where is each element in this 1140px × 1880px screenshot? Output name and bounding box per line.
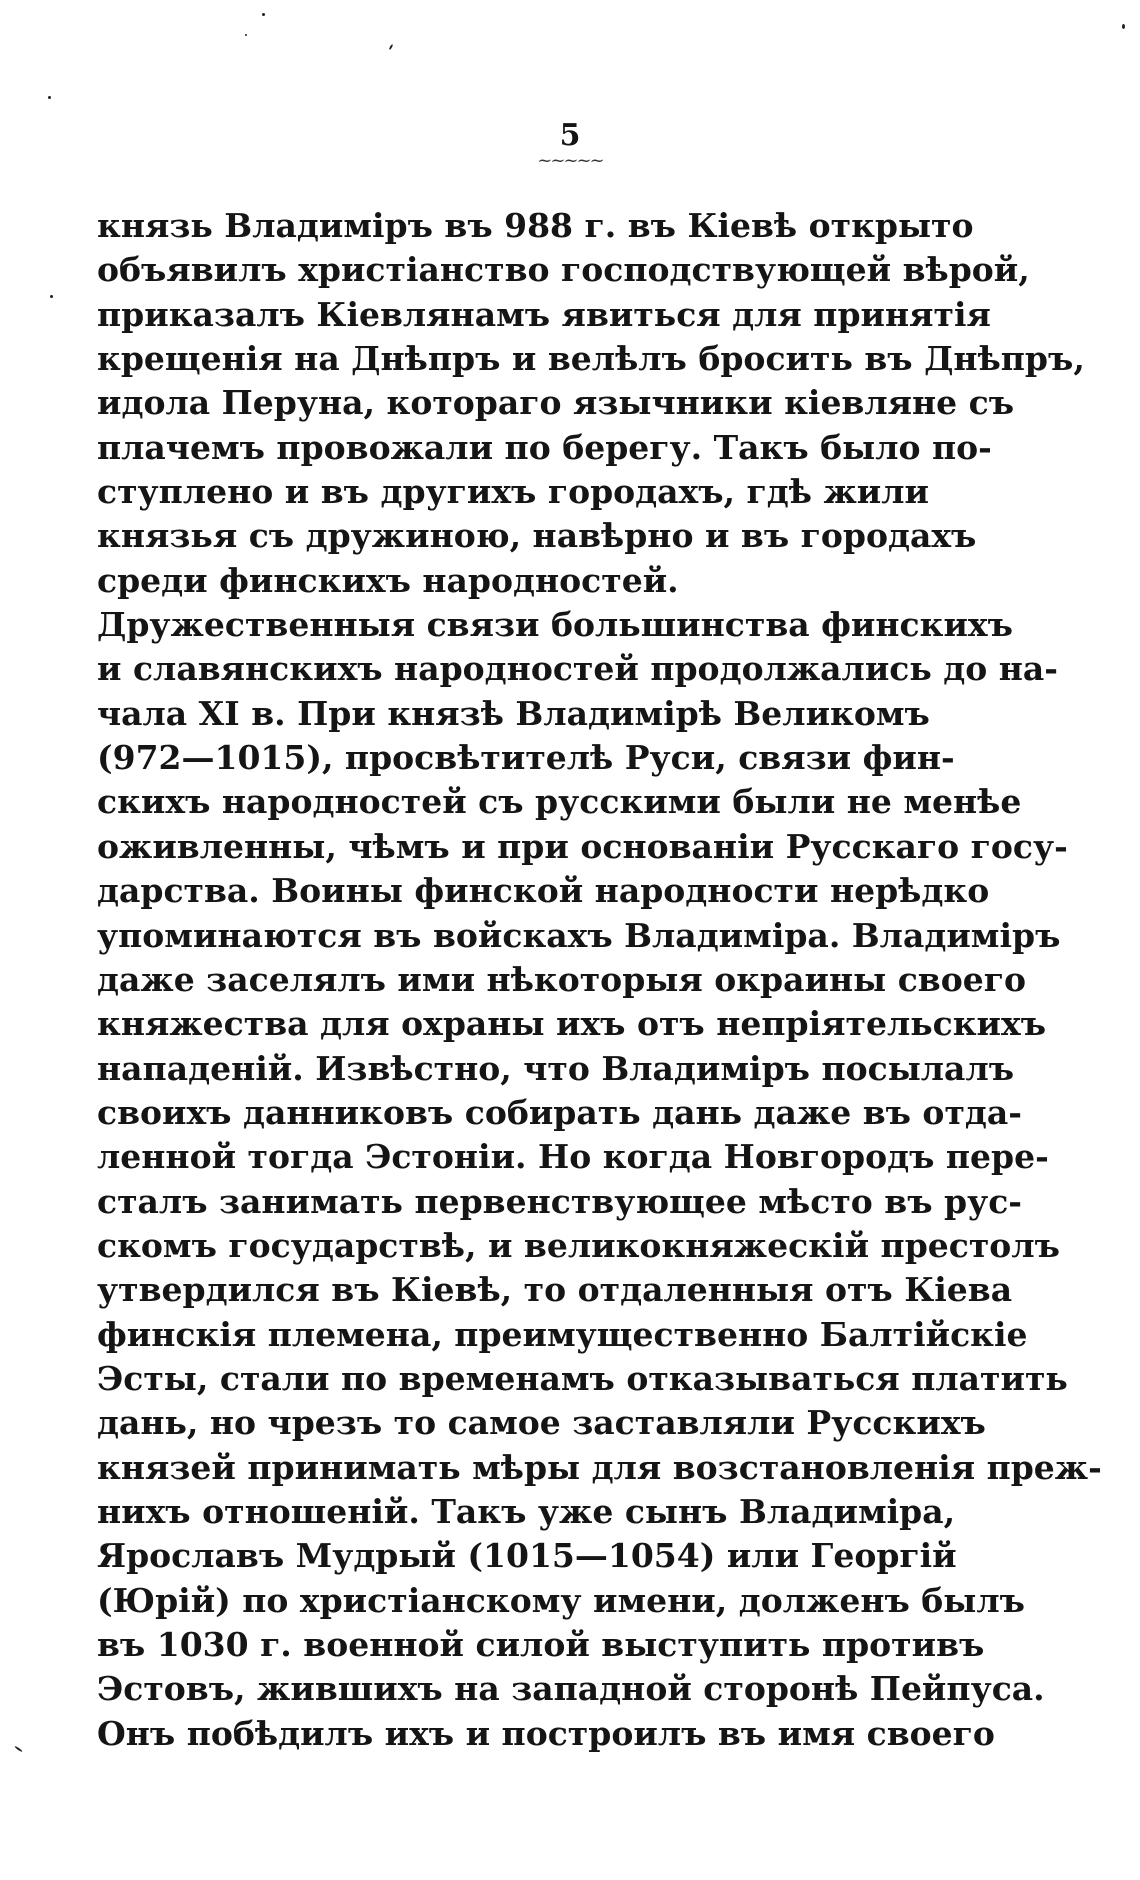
text-line: утвердился въ Кіевѣ, то отдаленныя отъ Кіева [97, 1270, 1013, 1310]
paragraph-first-line: Дружественныя связи большинства финскихъ [97, 605, 1013, 645]
page-number: 5 [559, 118, 581, 153]
text-line: своихъ данниковъ собирать дань даже въ отда- [97, 1092, 1022, 1132]
text-line: крещенія на Днѣпръ и велѣлъ бросить въ Днѣпръ, [97, 339, 1085, 379]
body-text [97, 204, 1102, 1756]
scan-speck [1122, 24, 1125, 29]
text-line: чала XI в. При князѣ Владимірѣ Великомъ [97, 693, 930, 733]
page-number-ornament: ~~~~~ [537, 150, 603, 171]
scan-speck [48, 96, 51, 99]
text-line: нападеній. Извѣстно, что Владиміръ посылалъ [97, 1048, 1015, 1088]
text-line: Онъ побѣдилъ ихъ и построилъ въ имя своего [97, 1713, 995, 1753]
text-line: (Юрій) по христіанскому имени, долженъ былъ [97, 1580, 1025, 1620]
text-line: плачемъ провожали по берегу. Такъ было по- [97, 427, 992, 467]
text-line: Эсты, стали по временамъ отказываться платить [97, 1358, 1068, 1398]
text-line: скомъ государствѣ, и великокняжескій престолъ [97, 1225, 1060, 1265]
text-line: въ 1030 г. военной силой выступить противъ [97, 1625, 985, 1664]
text-line: приказалъ Кіевлянамъ явиться для принятія [97, 294, 991, 334]
text-line: (972—1015), просвѣтителѣ Руси, связи фин- [97, 738, 955, 778]
text-line: ступлено и въ другихъ городахъ, гдѣ жили [97, 472, 929, 512]
text-line: оживленны, чѣмъ и при основаніи Русскаго госу- [97, 826, 1068, 866]
text-line: и славянскихъ народностей продолжались до на- [97, 649, 1058, 689]
scan-speck [262, 13, 265, 16]
text-line: скихъ народностей съ русскими были не менѣе [97, 782, 1022, 822]
text-line: дарства. Воины финской народности нерѣдко [97, 871, 990, 911]
text-line: среди финскихъ народностей. [97, 560, 679, 600]
text-line: князья съ дружиною, навѣрно и въ городахъ [97, 516, 977, 556]
scan-speck [14, 1746, 23, 1753]
text-line: Ярославъ Мудрый (1015—1054) или Георгій [97, 1536, 957, 1576]
scan-speck [245, 34, 247, 36]
text-line: нихъ отношеній. Такъ уже сынъ Владиміра, [97, 1491, 956, 1531]
text-line: княжества для охраны ихъ отъ непріятельскихъ [97, 1004, 1047, 1044]
text-line: князей принимать мѣры для возстановленія преж- [97, 1447, 1102, 1487]
scan-speck [50, 295, 53, 298]
text-line: даже заселялъ ими нѣкоторыя окраины своего [97, 959, 1026, 999]
scan-speck [389, 44, 394, 50]
text-line: сталъ занимать первенствующее мѣсто въ рус- [97, 1181, 1022, 1221]
text-line: финскія племена, преимущественно Балтійскіе [97, 1314, 1028, 1354]
text-line: Эстовъ, жившихъ на западной сторонѣ Пейпуса. [97, 1669, 1045, 1709]
text-line: объявилъ христіанство господствующей вѣрой, [97, 250, 1030, 290]
text-line: князь Владиміръ въ 988 г. въ Кіевѣ открыто [97, 206, 974, 245]
text-line: упоминаются въ войскахъ Владиміра. Владиміръ [97, 915, 1061, 955]
text-line: ленной тогда Эстоніи. Но когда Новгородъ пере- [97, 1137, 1049, 1177]
text-line: идола Перуна, котораго язычники кіевляне съ [97, 383, 1015, 423]
text-line: дань, но чрезъ то самое заставляли Русскихъ [97, 1403, 986, 1443]
